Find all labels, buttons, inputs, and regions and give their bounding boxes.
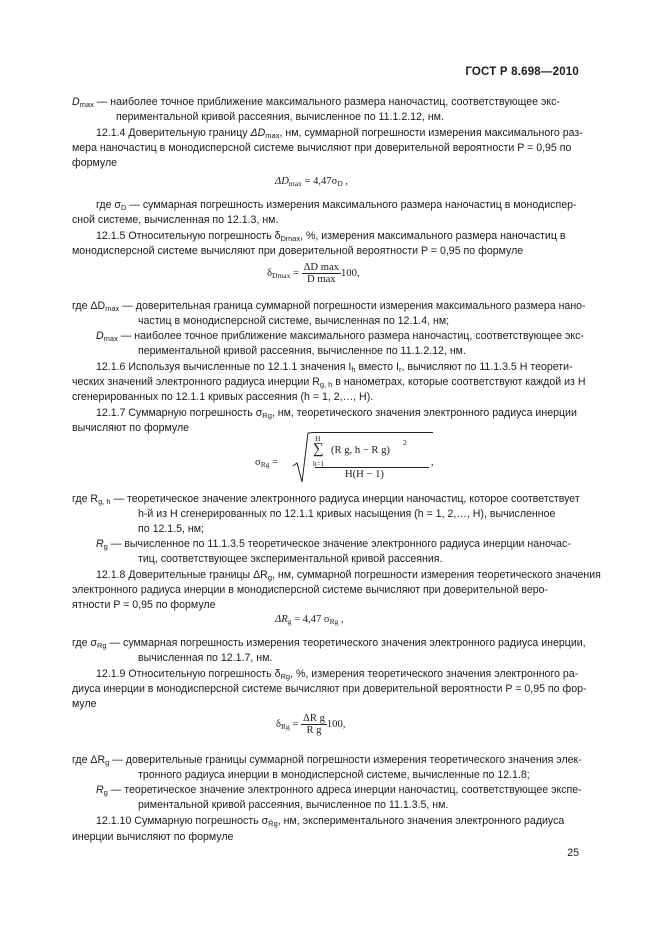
where-dmax: $D_{max}$ — наиболее точное приближение максимального размера наночастиц, соответствующее экс-	[96, 330, 584, 343]
para-12-1-7-line2: вычисляют по формуле	[72, 422, 190, 434]
where-sigma-d: где $\sigma_D$ — суммарная погрешность измерения максимального размера наночастиц в монодиспер-	[96, 199, 577, 212]
where-delta-rg: где $\Delta R_g$ — доверительные границы суммарной погрешности измерения теоретического значения элек-	[72, 754, 582, 767]
para-12-1-9-line2: диуса инерции в монодисперсной системе вычисляют при доверительной вероятности P = 0,95 по фор-	[72, 683, 587, 695]
para-12-1-8-line3: ятности P = 0,95 по формуле	[72, 599, 216, 611]
para-12-1-8: 12.1.8 Доверительные границы $\Delta R_g$, нм, суммарной погрешности измерения теоретического значения	[96, 569, 601, 582]
para-12-1-9-line3: муле	[72, 698, 97, 710]
para-12-1-5: 12.1.5 Относительную погрешность $\delta_{Dmax}$, %, измерения максимального размера наночастиц в	[96, 230, 566, 243]
formula-delta-rel-dmax: $\delta_{Dmax}$ = $\frac{\text{ΔD max}}{\text{D max}}$ 100,	[267, 262, 360, 285]
where-sigma-rg-cont: вычисленная по 12.1.7, нм.	[138, 652, 273, 664]
formula-delta-dmax: $\Delta D_{max} = 4,47\sigma_D$ ,	[275, 176, 349, 188]
where-dmax-cont: периментальной кривой рассеяния, вычисленное по 11.1.2.12, нм.	[138, 345, 466, 357]
formula-delta-rel-rg: $\delta_{Rg}$ = $\frac{\text{ΔR g}}{\text{R g}}$ 100,	[276, 713, 346, 736]
where-delta-dmax: где $\Delta D_{max}$ — доверительная граница суммарной погрешности измерения максимального размера нано-	[72, 300, 586, 313]
formula-delta-rg: $\Delta R_g = 4,47$ $\sigma_{Rg}$ ,	[275, 614, 344, 626]
para-12-1-10-line2: инерции вычисляют по формуле	[72, 831, 234, 843]
where-delta-dmax-cont: частиц в монодисперсной системе, вычисленная по 12.1.4, нм;	[138, 315, 450, 327]
para-12-1-8-line2: электронного радиуса инерции в монодисперсной системе вычисляют при доверительной веро-	[72, 584, 549, 596]
para-12-1-6-line2: ческих значений электронного радиуса инерции $R_{g, h}$ в нанометрах, которые соответствуют каждой из H	[72, 376, 586, 389]
para-12-1-9: 12.1.9 Относительную погрешность $\delta_{Rg}$, %, измерения теоретического значения электронного ра-	[96, 668, 579, 681]
page-number: 25	[567, 847, 579, 859]
radical-sign	[291, 432, 311, 486]
definition-dmax-cont: периментальной кривой рассеяния, вычисленное по 11.1.2.12, нм.	[116, 111, 444, 123]
para-12-1-5-line2: монодисперсной системе вычисляют при доверительной вероятности P = 0,95 по формуле	[72, 245, 524, 257]
where-rgh: где $R_{g, h}$ — теоретическое значение электронного радиуса инерции наночастиц, которое соответствует	[72, 493, 580, 506]
where-rg-cont: тиц, соответствующее экспериментальной кривой рассеяния.	[138, 553, 443, 565]
where-delta-rg-cont: тронного радиуса инерции в монодисперсной системе, вычисленные по 12.1.8;	[138, 769, 530, 781]
where-sigma-d-cont: сной системе, вычисленная по 12.1.3, нм.	[72, 214, 279, 226]
where-rgh-cont: h-й из H сгенерированных по 12.1.1 кривых насыщения (h = 1, 2,…, H), вычисленное	[138, 508, 556, 520]
definition-dmax: $D_{max}$ — наиболее точное приближение максимального размера наночастиц, соответствующее экс-	[72, 96, 560, 109]
para-12-1-6: 12.1.6 Используя вычисленные по 12.1.1 значения $I_h$ вместо $I_r$, вычисляют по 11.1.3.5 H теорети-	[96, 361, 573, 374]
document-page: ГОСТ Р 8.698—2010 $D_{max}$ — наиболее точное приближение максимального размера наночастиц, соответствующее экс- периментальной кривой рассеяния, вычисленное по 11.1.2.12, нм. 12.1.4 Доверительную границу $\Delta D_{max}$, нм, суммарной погрешности измерения максимального раз- мера наночастиц в монодисперсной системе вычисляют при доверительной вероятности P = 0,95 по формуле $\Delta D_{max} = 4,47\sigma_D$ , где $\sigma_D$ — суммарная погрешность измерения максимального размера наночастиц в монодиспер- сной системе, вычисленная по 12.1.3, нм. 12.1.5 Относительную погрешность $\delta_{Dmax}$, %, измерения максимального размера наночастиц в монодисперсной системе вычисляют при доверительной вероятности P = 0,95 по формуле $\delta_{Dmax}$ = $\frac{\text{ΔD max}}{\text{D max}}$ 100, где $\Delta D_{max}$ — доверительная граница суммарной погрешности измерения максимального размера нано- частиц в монодисперсной системе, вычисленная по 12.1.4, нм; $D_{max}$ — наиболее точное приближение максимального размера наночастиц, соответствующее экс- периментальной кривой рассеяния, вычисленное по 11.1.2.12, нм. 12.1.6 Используя вычисленные по 12.1.1 значения $I_h$ вместо $I_r$, вычисляют по 11.1.3.5 H теорети- ческих значений электронного радиуса инерции $R_{g, h}$ в нанометрах, которые соответствуют каждой из H сгенерированных по 12.1.1 кривых рассеяния (h = 1, 2,…, H). 12.1.7 Суммарную погрешность $\sigma_{Rg}$, нм, теоретического значения электронного радиуса инерции вычисляют по формуле $\sigma_{Rg}$ = H ∑ h=1 (R g, h − R g) 2 H(H − 1) , где $R_{g, h}$ — теоретическое значение электронного радиуса инерции наночастиц, которое соответствует h-й из H сгенерированных по 12.1.1 кривых насыщения (h = 1, 2,…, H), вычисленное по 12.1.5, нм; $R_g$ — вычисленное по 11.1.3.5 теоретическое значение электронного радиуса инерции наночас- тиц, соответствующее экспериментальной кривой рассеяния. 12.1.8 Доверительные границы $\Delta R_g$, нм, суммарной погрешности измерения теоретического значения электронного радиуса инерции в монодисперсной системе вычисляют при доверительной веро- ятности P = 0,95 по формуле $\Delta R_g = 4,47$ $\sigma_{Rg}$ , где $\sigma_{Rg}$ — суммарная погрешность измерения теоретического значения электронного радиуса инерции, вычисленная по 12.1.7, нм. 12.1.9 Относительную погрешность $\delta_{Rg}$, %, измерения теоретического значения электронного ра- диуса инерции в монодисперсной системе вычисляют при доверительной вероятности P = 0,95 по фор- муле $\delta_{Rg}$ = $\frac{\text{ΔR g}}{\text{R g}}$ 100, где $\Delta R_g$ — доверительные границы суммарной погрешности измерения теоретического значения элек- тронного радиуса инерции в монодисперсной системе, вычисленные по 12.1.8; $R_g$ — теоретическое значение электронного адреса инерции наночастиц, соответствующее экспе- риментальной кривой рассеяния, вычисленное по 11.1.3.5, нм. 12.1.10 Суммарную погрешность $\sigma_{R̂g}$, нм, экспериментального значения электронного радиуса инерции вычисляют по формуле 25	[72, 66, 601, 859]
para-12-1-4-line2: мера наночастиц в монодисперсной системе вычисляют при доверительной вероятности P = 0,95 по	[72, 142, 572, 154]
where-sigma-rg: где $\sigma_{Rg}$ — суммарная погрешность измерения теоретического значения электронного радиуса инерции,	[72, 637, 586, 650]
para-12-1-4-line3: формуле	[72, 157, 118, 169]
where-rg-2: $R_g$ — теоретическое значение электронного адреса инерции наночастиц, соответствующее экспе-	[96, 784, 582, 797]
where-rg: $R_g$ — вычисленное по 11.1.3.5 теоретическое значение электронного радиуса инерции наночас-	[96, 538, 571, 551]
para-12-1-10: 12.1.10 Суммарную погрешность $\sigma_{R̂g}$, нм, экспериментального значения электронного радиуса	[96, 815, 565, 828]
para-12-1-4: 12.1.4 Доверительную границу $\Delta D_{max}$, нм, суммарной погрешности измерения максимального раз-	[96, 127, 583, 140]
para-12-1-6-line3: сгенерированных по 12.1.1 кривых рассеяния (h = 1, 2,…, H).	[72, 391, 374, 403]
where-rg-2-cont: риментальной кривой рассеяния, вычисленное по 11.1.3.5, нм.	[138, 799, 449, 811]
standard-header: ГОСТ Р 8.698—2010	[465, 66, 579, 78]
para-12-1-7: 12.1.7 Суммарную погрешность $\sigma_{Rg}$, нм, теоретического значения электронного радиуса инерции	[96, 407, 577, 420]
where-rgh-cont2: по 12.1.5, нм;	[138, 523, 204, 535]
